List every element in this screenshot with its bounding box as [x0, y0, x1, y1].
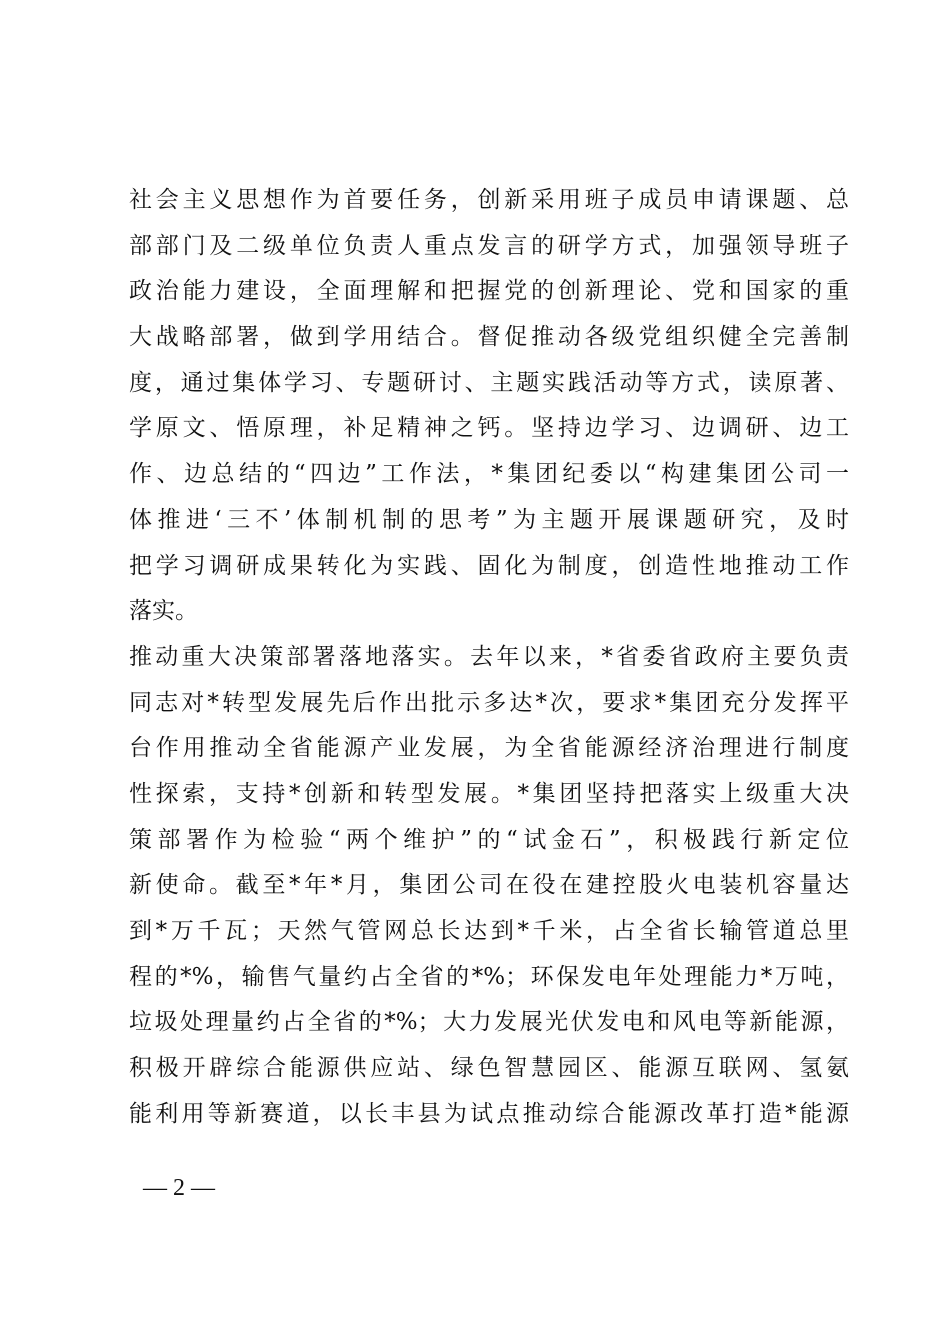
text-line: 作、边总结的“四边”工作法，*集团纪委以“构建集团公司一 [129, 461, 849, 488]
text-line: 落实。 [129, 598, 198, 625]
body-text [129, 178, 849, 1137]
text-line: 积极开辟综合能源供应站、绿色智慧园区、能源互联网、氢氨 [129, 1055, 849, 1082]
text-line: 体推进‘三不’体制机制的思考”为主题开展课题研究，及时 [129, 506, 849, 533]
text-line: 把学习调研成果转化为实践、固化为制度，创造性地推动工作 [129, 552, 849, 579]
text-line: 新使命。截至*年*月，集团公司在役在建控股火电装机容量达 [129, 872, 849, 899]
text-line: 到*万千瓦；天然气管网总长达到*千米，占全省长输管道总里 [129, 918, 849, 944]
text-line: 学原文、悟原理，补足精神之钙。坚持边学习、边调研、边工 [129, 415, 849, 442]
text-line: 台作用推动全省能源产业发展，为全省能源经济治理进行制度 [129, 735, 849, 762]
text-line: 大战略部署，做到学用结合。督促推动各级党组织健全完善制 [129, 324, 849, 351]
text-line: 推动重大决策部署落地落实。去年以来，*省委省政府主要负责 [129, 643, 849, 670]
text-line: 政治能力建设，全面理解和把握党的创新理论、党和国家的重 [129, 278, 849, 305]
text-line: 能利用等新赛道，以长丰县为试点推动综合能源改革打造*能源 [129, 1100, 849, 1127]
text-line: 度，通过集体学习、专题研讨、主题实践活动等方式，读原著、 [129, 369, 849, 396]
text-line: 性探索，支持*创新和转型发展。*集团坚持把落实上级重大决 [129, 780, 849, 807]
text-line: 垃圾处理量约占全省的*%；大力发展光伏发电和风电等新能源， [129, 1009, 849, 1036]
text-line: 程的*%，输售气量约占全省的*%；环保发电年处理能力*万吨， [129, 963, 849, 990]
page-number: — 2 — [143, 1175, 215, 1201]
text-line: 社会主义思想作为首要任务，创新采用班子成员申请课题、总 [129, 187, 849, 213]
text-line: 同志对*转型发展先后作出批示多达*次，要求*集团充分发挥平 [129, 689, 849, 716]
text-line: 部部门及二级单位负责人重点发言的研学方式，加强领导班子 [129, 232, 849, 259]
text-line: 策部署作为检验“两个维护”的“试金石”，积极践行新定位 [129, 826, 849, 853]
